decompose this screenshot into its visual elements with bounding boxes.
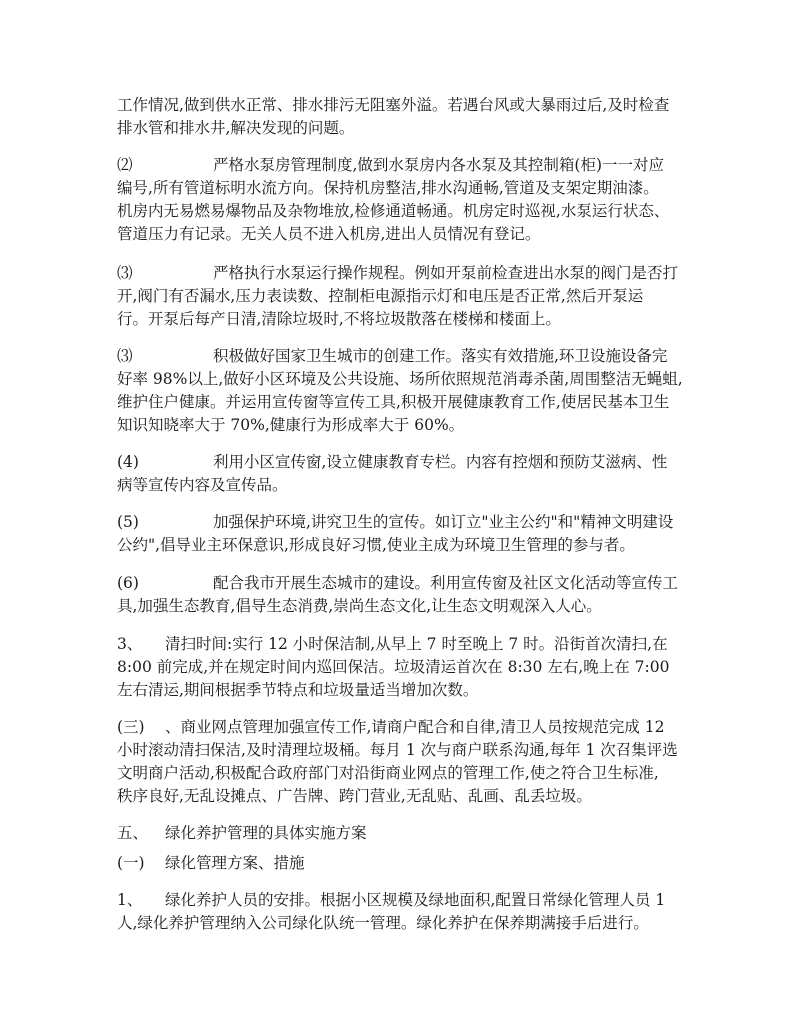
paragraph-number: (4): [117, 453, 139, 471]
text-line: 病等宣传内容及宣传品。: [117, 476, 288, 494]
paragraph-3: [117, 345, 683, 437]
subsection-heading: [117, 852, 677, 875]
text-line: 绿化养护管理的具体实施方案: [165, 824, 367, 842]
text-line: 8:00 前完成,并在规定时间内巡回保洁。垃圾清运首次在 8:30 左右,晚上在 7:00: [117, 658, 670, 676]
text-line: 文明商户活动,积极配合政府部门对沿街商业网点的管理工作,使之符合卫生标准,: [117, 764, 659, 782]
paragraph-number: (一): [117, 854, 145, 872]
text-line: 严格水泵房管理制度,做到水泵房内各水泵及其控制箱(柜)一一对应: [213, 156, 665, 174]
paragraph-0: [117, 94, 677, 140]
paragraph-number: ⑶: [117, 347, 133, 365]
text-line: 绿化管理方案、措施: [165, 854, 305, 872]
text-line: 排水管和排水井,解决发现的问题。: [117, 119, 355, 137]
paragraph-number: 五、: [117, 824, 149, 842]
text-line: 严格执行水泵运行操作规程。例如开泵前检查进出水泵的阀门是否打: [213, 264, 679, 282]
text-line: 配合我市开展生态城市的建设。利用宣传窗及社区文化活动等宣传工: [213, 574, 679, 592]
paragraph-number: ⑵: [117, 156, 133, 174]
text-line: 好率 98%以上,做好小区环境及公共设施、场所依照规范消毒杀菌,周围整洁无蝇蛆,: [117, 370, 683, 388]
paragraph-6: [117, 572, 677, 618]
paragraph-number: 3、: [117, 635, 143, 653]
paragraph-2: [117, 262, 677, 331]
paragraph-7: [117, 633, 677, 702]
text-line: 编号,所有管道标明水流方向。保持机房整洁,排水沟通畅,管道及支架定期油漆。: [117, 179, 659, 197]
text-line: 、商业网点管理加强宣传工作,请商户配合和自律,清卫人员按规范完成 12: [165, 718, 665, 736]
section-heading: [117, 822, 677, 845]
paragraph-number: (6): [117, 574, 139, 592]
text-line: 小时滚动清扫保洁,及时清理垃圾桶。每月 1 次与商户联系沟通,每年 1 次召集评选: [117, 741, 678, 759]
text-line: 管道压力有记录。无关人员不进入机房,进出人员情况有登记。: [117, 225, 541, 243]
paragraph-number: (5): [117, 513, 139, 531]
text-line: 知识知晓率大于 70%,健康行为形成率大于 60%。: [117, 416, 465, 434]
paragraph-number: ⑶: [117, 264, 133, 282]
text-line: 加强保护环境,讲究卫生的宣传。如订立"业主公约"和"精神文明建设: [213, 513, 674, 531]
paragraph-5: [117, 511, 677, 557]
paragraph-11: [117, 889, 677, 935]
text-line: 人,绿化养护管理纳入公司绿化队统一管理。绿化养护在保养期满接手后进行。: [117, 914, 649, 932]
text-line: 维护住户健康。并运用宣传窗等宣传工具,积极开展健康教育工作,使居民基本卫生: [117, 393, 670, 411]
text-line: 开,阀门有否漏水,压力表读数、控制柜电源指示灯和电压是否正常,然后开泵运: [117, 287, 644, 305]
text-line: 利用小区宣传窗,设立健康教育专栏。内容有控烟和预防艾滋病、性: [213, 453, 668, 471]
paragraph-number: 1、: [117, 891, 143, 909]
text-line: 左右清运,期间根据季节特点和垃圾量适当增加次数。: [117, 681, 479, 699]
text-line: 行。开泵后每产日清,清除垃圾时,不将垃圾散落在楼梯和楼面上。: [117, 310, 561, 328]
paragraph-number: (三): [117, 718, 145, 736]
text-line: 具,加强生态教育,倡导生态消费,崇尚生态文化,让生态文明观深入人心。: [117, 597, 602, 615]
text-line: 积极做好国家卫生城市的创建工作。落实有效措施,环卫设施设备完: [213, 347, 668, 365]
text-line: 公约",倡导业主环保意识,形成良好习惯,使业主成为环境卫生管理的参与者。: [117, 536, 635, 554]
text-line: 秩序良好,无乱设摊点、广告牌、跨门营业,无乱贴、乱画、乱丢垃圾。: [117, 787, 592, 805]
paragraph-8: [117, 716, 677, 808]
text-line: 机房内无易燃易爆物品及杂物堆放,检修通道畅通。机房定时巡视,水泵运行状态、: [117, 202, 670, 220]
text-line: 清扫时间:实行 12 小时保洁制,从早上 7 时至晚上 7 时。沿街首次清扫,在: [165, 635, 668, 653]
paragraph-1: [117, 154, 677, 246]
paragraph-4: [117, 451, 677, 497]
text-line: 工作情况,做到供水正常、排水排污无阻塞外溢。若遇台风或大暴雨过后,及时检查: [117, 96, 670, 114]
text-line: 绿化养护人员的安排。根据小区规模及绿地面积,配置日常绿化管理人员 1: [165, 891, 666, 909]
